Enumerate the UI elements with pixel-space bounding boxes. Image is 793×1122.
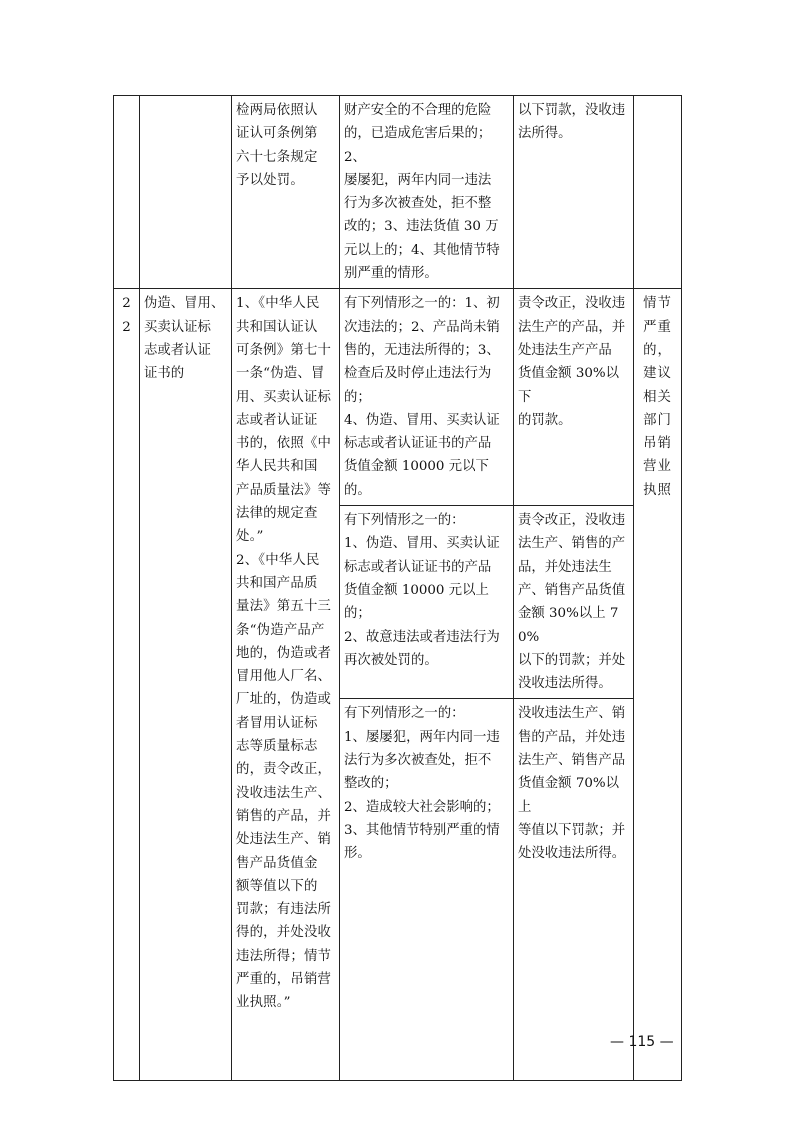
- text-line: 整改的；: [344, 776, 398, 792]
- text-line: 罚款；有违法所: [236, 902, 332, 918]
- text-line: 处违法生产产品: [518, 342, 612, 358]
- penalty-table: [113, 95, 682, 1081]
- text-line: 共和国认证认: [236, 319, 318, 335]
- text-line: 处没收违法所得。: [518, 846, 626, 862]
- text-line: 志等质量标志: [236, 739, 318, 755]
- penalty-cell: [514, 96, 634, 289]
- text-line: 华人民共和国: [236, 459, 318, 475]
- text-line: 证书的: [144, 366, 185, 382]
- text-line: 者冒用认证标: [236, 715, 318, 731]
- tier-2-situation: [340, 506, 514, 699]
- text-line: 可条例》第七十: [236, 342, 332, 358]
- text-line: 1、《中华人民: [236, 296, 320, 312]
- text-line: 别严重的情形。: [344, 266, 438, 282]
- row-number: 22: [114, 289, 140, 1081]
- text-line: 2、造成较大社会影响的；: [344, 799, 500, 815]
- text-line: 法生产的产品，并: [518, 319, 626, 335]
- text-line: 检查后及时停止违法行为: [344, 366, 492, 382]
- text-line: 法生产、销售的产: [518, 536, 626, 552]
- text-line: 额等值以下的: [236, 878, 318, 894]
- text-line: 1、屡屡犯，两年内同一违: [344, 729, 500, 745]
- text-line: 财产安全的不合理的危险: [344, 103, 492, 118]
- text-line: 伪造、冒用、: [144, 296, 225, 312]
- text-line: 法律的规定查: [236, 506, 318, 522]
- text-line: 一条“伪造、冒: [236, 366, 325, 382]
- text-line: 售的产品，并处违: [518, 729, 626, 745]
- text-line: 2、《中华人民: [236, 552, 320, 568]
- text-line: 货值金额 30%以下: [518, 366, 619, 405]
- text-line: 次违法的；2、产品尚未销: [344, 319, 500, 335]
- text-line: 违法所得；情节: [236, 948, 332, 964]
- text-line: 货值金额 70%以上: [518, 776, 619, 815]
- text-line: 金额 30%以上 70%: [518, 606, 619, 645]
- text-line: 业执照。”: [236, 995, 291, 1011]
- table-row-22: [114, 289, 682, 506]
- text-line: 的，: [643, 342, 672, 358]
- text-line: 有下列情形之一的：: [344, 706, 465, 722]
- name-cell-empty: [140, 96, 232, 289]
- basis-cell: [232, 96, 340, 289]
- text-line: 吊销: [643, 436, 672, 452]
- text-line: 部门: [643, 412, 672, 428]
- text-line: 货值金额 10000 元以下的。: [344, 459, 489, 498]
- text-line: 条“伪造产品产: [236, 622, 325, 638]
- text-line: 行为多次被查处，拒不整: [344, 196, 492, 212]
- text-line: 志或者认证证: [236, 412, 318, 428]
- text-line: 法行为多次被查处，拒不: [344, 753, 492, 769]
- text-line: 严重的，吊销营: [236, 971, 332, 987]
- tier-3-situation: [340, 699, 514, 1081]
- text-line: 品，并处违法生: [518, 559, 612, 575]
- table-row-continued: [114, 96, 682, 289]
- text-line: 1、伪造、冒用、买卖认证: [344, 536, 500, 552]
- text-line: 量法》第五十三: [236, 599, 332, 615]
- text-line: 等值以下罚款；并: [518, 822, 626, 838]
- text-line: 处。”: [236, 529, 264, 545]
- text-line: 予以处罚。: [236, 172, 304, 188]
- text-line: 法所得。: [518, 126, 572, 142]
- text-line: 标志或者认证证书的产品: [344, 436, 492, 452]
- text-line: 得的，并处没收: [236, 925, 332, 941]
- text-line: 的；: [344, 389, 371, 405]
- text-line: 的，已造成危害后果的；2、: [344, 126, 492, 165]
- text-line: 严重: [643, 319, 672, 335]
- text-line: 地的，伪造或者: [236, 645, 332, 661]
- text-line: 屡屡犯，两年内同一违法: [344, 172, 492, 188]
- number-cell-empty: [114, 96, 140, 289]
- text-line: 检两局依照认: [236, 103, 318, 118]
- text-line: 证认可条例第: [236, 126, 318, 142]
- text-line: 形。: [344, 846, 371, 862]
- text-line: 厂址的，伪造或: [236, 692, 332, 708]
- text-line: 处违法生产、销: [236, 832, 332, 848]
- text-line: 标志或者认证证书的产品: [344, 559, 492, 575]
- note-cell-empty: [634, 96, 682, 289]
- text-line: 建议: [643, 366, 672, 382]
- remark: [634, 289, 682, 1081]
- text-line: 责令改正，没收违: [518, 296, 626, 312]
- text-line: 售产品货值金: [236, 855, 318, 871]
- text-line: 改的；3、违法货值 30 万: [344, 219, 499, 235]
- text-line: 元以上的；4、其他情节特: [344, 242, 500, 258]
- text-line: 2、故意违法或者违法行为: [344, 629, 500, 645]
- text-line: 有下列情形之一的：1、初: [344, 296, 500, 312]
- text-line: 冒用他人厂名、: [236, 669, 332, 685]
- text-line: 买卖认证标: [144, 319, 211, 335]
- text-line: 货值金额 10000 元以上的；: [344, 582, 489, 622]
- tier-2-penalty: [514, 506, 634, 699]
- text-line: 营业: [643, 459, 672, 475]
- text-line: 的罚款。: [518, 412, 572, 428]
- text-line: 销售的产品，并: [236, 808, 332, 824]
- tier-1-penalty: [514, 289, 634, 506]
- tier-3-penalty: [514, 699, 634, 1081]
- text-line: 产品质量法》等: [236, 482, 332, 498]
- text-line: 书的，依照《中: [236, 436, 332, 452]
- text-line: 执照: [643, 482, 672, 498]
- text-line: 没收违法所得。: [518, 676, 612, 692]
- legal-basis: [232, 289, 340, 1081]
- situation-cell: [340, 96, 514, 289]
- text-line: 以下的罚款；并处: [518, 652, 626, 668]
- text-line: 售的，无违法所得的；3、: [344, 342, 500, 358]
- text-line: 3、其他情节特别严重的情: [344, 822, 500, 838]
- text-line: 法生产、销售产品: [518, 753, 626, 769]
- text-line: 相关: [643, 389, 672, 405]
- text-line: 志或者认证: [144, 342, 211, 358]
- text-line: 再次被处罚的。: [344, 652, 438, 668]
- text-line: 的，责令改正，: [236, 762, 332, 778]
- text-line: 用、买卖认证标: [236, 389, 332, 405]
- text-line: 没收违法生产、: [236, 785, 332, 801]
- text-line: 六十七条规定: [236, 149, 318, 165]
- text-line: 情节: [643, 296, 672, 312]
- page-number: — 115 —: [610, 1034, 674, 1050]
- text-line: 共和国产品质: [236, 575, 318, 591]
- tier-1-situation: [340, 289, 514, 506]
- text-line: 产、销售产品货值: [518, 582, 626, 598]
- text-line: 4、伪造、冒用、买卖认证: [344, 412, 500, 428]
- text-line: 有下列情形之一的：: [344, 513, 465, 529]
- violation-name: [140, 289, 232, 1081]
- text-line: 没收违法生产、销: [518, 706, 626, 722]
- text-line: 责令改正，没收违: [518, 513, 626, 529]
- text-line: 以下罚款，没收违: [518, 103, 626, 118]
